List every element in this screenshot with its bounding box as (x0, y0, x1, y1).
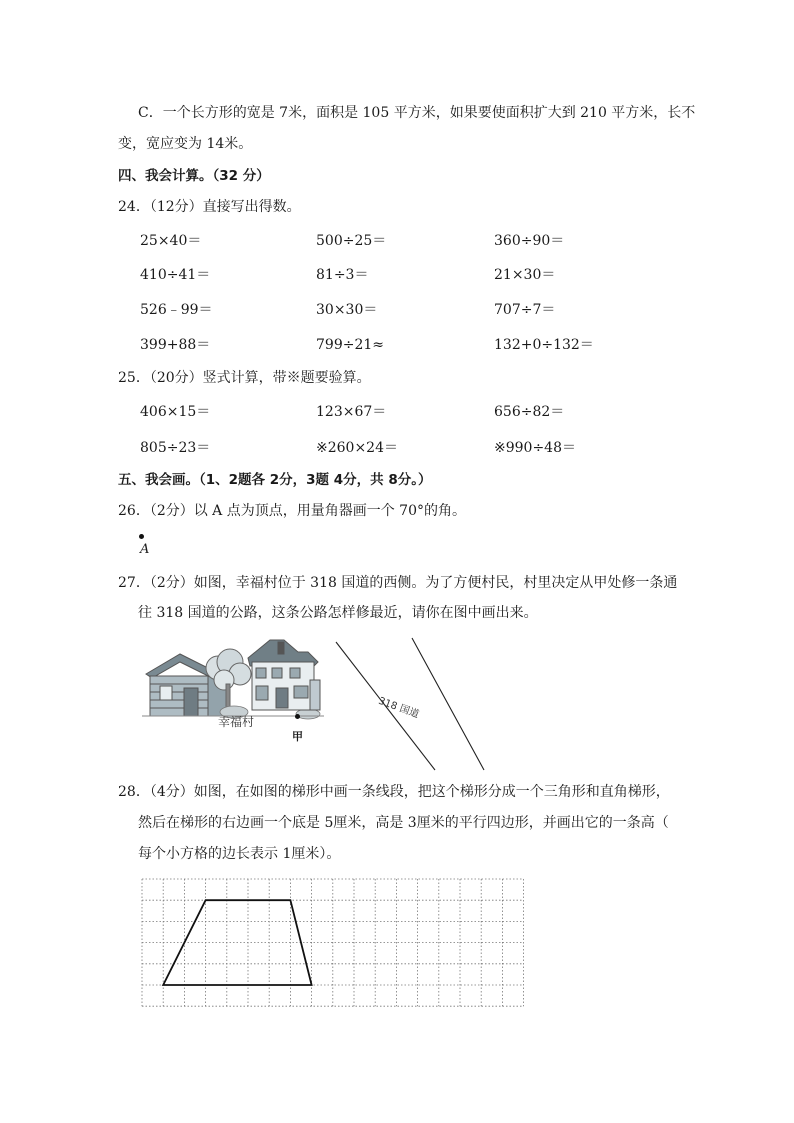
q28-line-3: 每个小方格的边长表示 1厘米）。 (138, 846, 341, 862)
q24-item: 21×30＝ (494, 267, 556, 283)
q25-item: ※260×24＝ (316, 440, 398, 456)
village-label: 幸福村 (218, 715, 255, 729)
q24-item: 132+0÷132＝ (494, 337, 594, 353)
q27-point-jia (295, 714, 300, 719)
q24-item: 30×30＝ (316, 302, 378, 318)
q25-item: 805÷23＝ (140, 440, 211, 456)
intro-line-2: 变，宽应变为 14米。 (118, 136, 253, 152)
q27-line-2: 往 318 国道的公路，这条公路怎样修最近，请你在图中画出来。 (138, 605, 538, 621)
village-illustration (138, 632, 490, 772)
jia-label: 甲 (292, 730, 303, 743)
q24-item: 526﹣99＝ (140, 302, 213, 318)
q24-item: 799÷21≈ (316, 337, 384, 353)
q24-item: 500÷25＝ (316, 233, 387, 249)
road-edge-right (412, 638, 484, 770)
q28-line-2: 然后在梯形的右边画一个底是 5厘米，高是 3厘米的平行四边形，并画出它的一条高（ (138, 815, 669, 831)
house-large-icon (248, 640, 320, 710)
q24-item: 81÷3＝ (316, 267, 369, 283)
section4-title: 四、我会计算。（32 分） (118, 168, 270, 184)
q26-title: 26．（2分）以 A 点为顶点，用量角器画一个 70°的角。 (118, 503, 466, 519)
intro-line-1: C．一个长方形的宽是 7米，面积是 105 平方米，如果要使面积扩大到 210 平方米，长不 (138, 105, 696, 121)
q25-item: ※990÷48＝ (494, 440, 576, 456)
q25-item: 656÷82＝ (494, 404, 565, 420)
q26-point-label: A (140, 542, 150, 557)
q27-figure (138, 632, 490, 772)
q26-point-a (139, 534, 144, 539)
q28-line-1: 28．（4分）如图，在如图的梯形中画一条线段，把这个梯形分成一个三角形和直角梯形， (118, 784, 670, 800)
q24-item: 410÷41＝ (140, 267, 211, 283)
q24-title: 24．（12分）直接写出得数。 (118, 199, 301, 215)
q24-item: 707÷7＝ (494, 302, 556, 318)
q25-title: 25．（20分）竖式计算，带※题要验算。 (118, 370, 371, 386)
q25-item: 123×67＝ (316, 404, 387, 420)
q28-grid (140, 877, 526, 1009)
q25-item: 406×15＝ (140, 404, 211, 420)
q24-item: 25×40＝ (140, 233, 202, 249)
section5-title: 五、我会画。（1、2题各 2分，3题 4分，共 8分。） (118, 472, 432, 488)
q27-line-1: 27．（2分）如图，幸福村位于 318 国道的西侧。为了方便村民，村里决定从甲处修一条通 (118, 575, 678, 591)
road-label: 318 国道 (376, 695, 421, 721)
q24-item: 360÷90＝ (494, 233, 565, 249)
q24-item: 399+88＝ (140, 337, 211, 353)
